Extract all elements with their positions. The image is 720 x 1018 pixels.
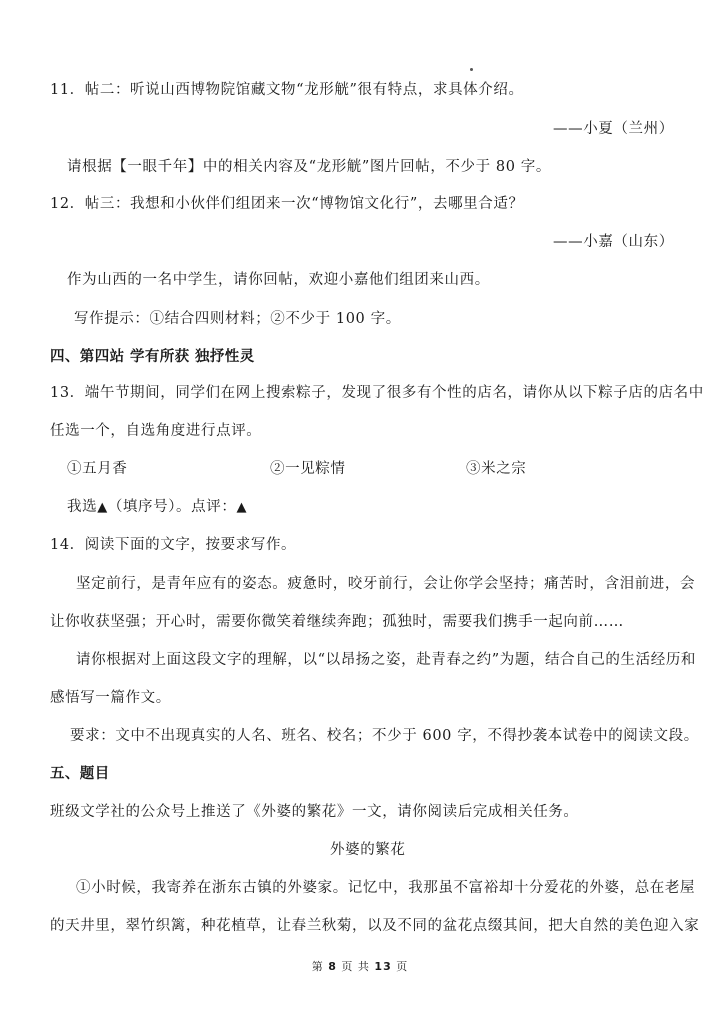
q14-task-line1: 请你根据对上面这段文字的理解，以“以昂扬之姿，赴青春之约”为题，结合自己的生活经历和 [76,652,697,668]
q13-option-2: ②一见粽情 [270,461,346,477]
section5-intro: 班级文学社的公众号上推送了《外婆的繁花》一文，请你阅读后完成相关任务。 [50,804,579,820]
article-para1-line2: 的天井里，翠竹织篱，种花植草，让春兰秋菊，以及不同的盆花点缀其间，把大自然的美色迎入家 [50,918,700,934]
footer-page-number: 8 [328,960,337,973]
footer-prefix: 第 [311,960,324,973]
footer-middle: 页 共 [341,960,370,973]
q13-prompt-line2: 任选一个，自选角度进行点评。 [50,423,262,439]
q14-task-line2: 感悟写一篇作文。 [50,690,171,706]
q14-requirements: 要求：文中不出现真实的人名、班名、校名；不少于 600 字，不得抄袭本试卷中的阅读文段。 [70,728,699,744]
q13-answer-prefix: 我选 [67,499,98,515]
section4-heading: 四、第四站 学有所获 独抒性灵 [50,349,255,365]
q14-passage-line1: 坚定前行，是青年应有的姿态。疲惫时，咬牙前行，会让你学会坚持；痛苦时，含泪前进，会 [76,576,696,592]
q13-option-3: ③米之宗 [466,461,527,477]
q14-prompt: 14．阅读下面的文字，按要求写作。 [50,537,297,553]
answer-blank-icon: ▲ [97,500,108,515]
scan-dot [470,68,473,71]
page-footer [0,958,720,974]
q12-signature: ——小嘉（山东） [553,234,674,250]
q13-option-1: ①五月香 [67,461,128,477]
q11-signature: ——小夏（兰州） [553,121,674,137]
footer-suffix: 页 [396,960,409,973]
footer-total-pages: 13 [374,960,392,973]
q13-answer-line [67,495,247,516]
q11-instruction: 请根据【一眼千年】中的相关内容及“龙形觥”图片回帖，不少于 80 字。 [67,159,551,175]
q11-prompt: 11．帖二：听说山西博物院馆藏文物“龙形觥”很有特点，求具体介绍。 [50,82,524,98]
article-title: 外婆的繁花 [330,842,406,858]
q12-hint: 写作提示：①结合四则材料；②不少于 100 字。 [74,311,401,327]
q12-prompt: 12．帖三：我想和小伙伴们组团来一次“博物馆文化行”，去哪里合适？ [50,196,524,212]
section5-heading: 五、题目 [50,766,110,782]
q14-passage-line2: 让你收获坚强；开心时，需要你微笑着继续奔跑；孤独时，需要我们携手一起向前…… [50,614,624,630]
q13-prompt-line1: 13．端午节期间，同学们在网上搜索粽子，发现了很多有个性的店名，请你从以下粽子店的店名中 [50,385,704,401]
q13-answer-middle: （填序号）。点评： [107,499,237,515]
article-para1-line1: ①小时候，我寄养在浙东古镇的外婆家。记忆中，我那虽不富裕却十分爱花的外婆，总在老屋 [76,880,696,896]
q12-instruction: 作为山西的一名中学生，请你回帖，欢迎小嘉他们组团来山西。 [67,272,490,288]
answer-blank-icon: ▲ [236,500,248,515]
